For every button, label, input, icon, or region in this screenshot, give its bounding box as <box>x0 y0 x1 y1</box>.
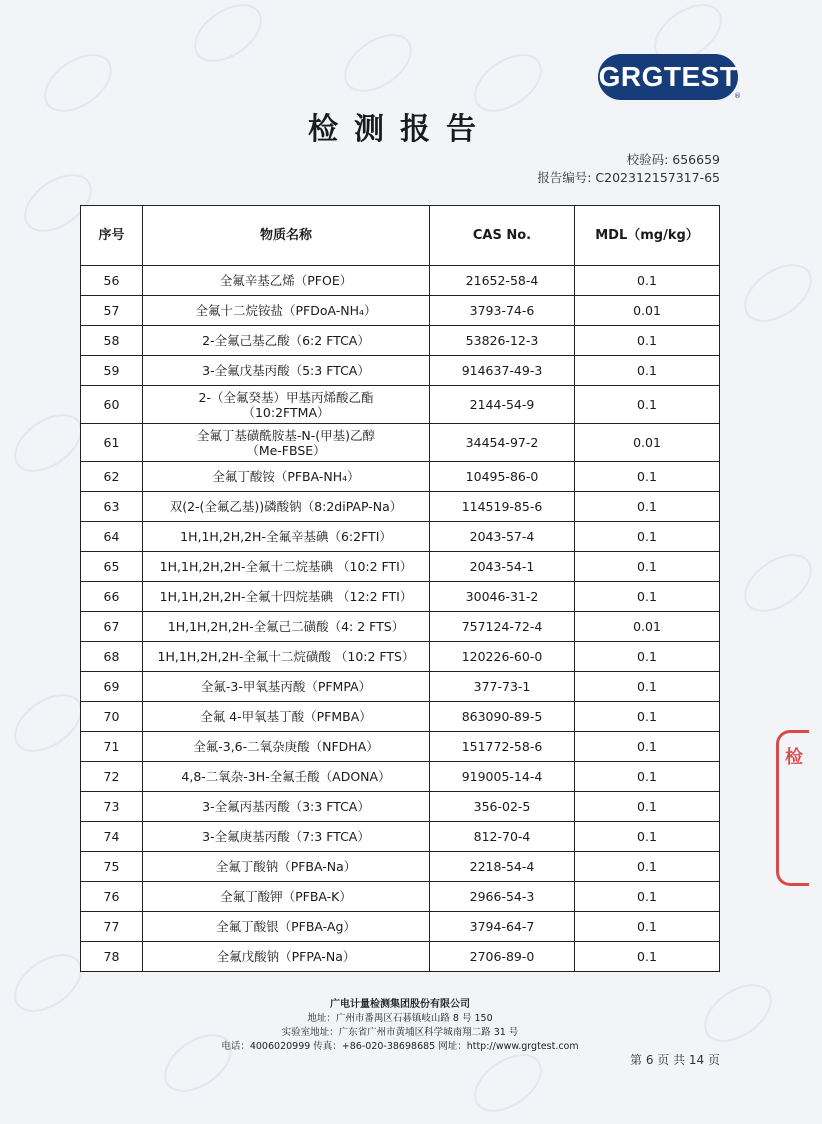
company-name: 广电计量检测集团股份有限公司 <box>330 999 470 1010</box>
cell-no: 71 <box>81 732 143 762</box>
report-number: 报告编号: C202312157317-65 <box>537 170 720 185</box>
cell-cas: 2043-54-1 <box>430 552 575 582</box>
cell-cas: 356-02-5 <box>430 792 575 822</box>
table-row <box>81 762 720 792</box>
table-row <box>81 942 720 972</box>
cell-name: 4,8-二氧杂-3H-全氟壬酸（ADONA） <box>143 762 430 792</box>
results-table <box>80 205 720 972</box>
table-row <box>81 582 720 612</box>
page-title: 检测报告 <box>308 112 492 147</box>
cell-name <box>143 386 430 424</box>
cell-no: 58 <box>81 326 143 356</box>
cell-mdl: 0.01 <box>575 296 720 326</box>
cell-mdl: 0.1 <box>575 732 720 762</box>
cell-no: 66 <box>81 582 143 612</box>
cell-no: 74 <box>81 822 143 852</box>
cell-cas: 863090-89-5 <box>430 702 575 732</box>
cell-cas: 2218-54-4 <box>430 852 575 882</box>
table-row <box>81 612 720 642</box>
table-row <box>81 296 720 326</box>
table-row <box>81 822 720 852</box>
col-header-mdl: MDL（mg/kg） <box>575 206 720 266</box>
red-seal-stamp: 检 <box>776 730 809 886</box>
cell-no: 69 <box>81 672 143 702</box>
cell-cas: 2966-54-3 <box>430 882 575 912</box>
table-row <box>81 912 720 942</box>
cell-name: 全氟戊酸钠（PFPA-Na） <box>143 942 430 972</box>
cell-cas: 3793-74-6 <box>430 296 575 326</box>
cell-name: 双(2-(全氟乙基))磷酸钠（8:2diPAP-Na） <box>143 492 430 522</box>
cell-no: 72 <box>81 762 143 792</box>
col-header-no: 序号 <box>81 206 143 266</box>
watermark <box>334 22 423 103</box>
table-row <box>81 326 720 356</box>
cell-mdl: 0.1 <box>575 386 720 424</box>
cell-mdl: 0.1 <box>575 522 720 552</box>
cell-no: 78 <box>81 942 143 972</box>
company-logo: GRGTEST <box>598 54 738 100</box>
cell-mdl: 0.01 <box>575 612 720 642</box>
cell-cas: 34454-97-2 <box>430 424 575 462</box>
cell-no: 63 <box>81 492 143 522</box>
cell-cas: 21652-58-4 <box>430 266 575 296</box>
cell-name-line1: 全氟丁基磺酰胺基-N-(甲基)乙醇 <box>196 427 376 443</box>
cell-no: 64 <box>81 522 143 552</box>
cell-mdl: 0.1 <box>575 642 720 672</box>
cell-name: 1H,1H,2H,2H-全氟十四烷基碘 （12:2 FTI） <box>143 582 430 612</box>
cell-no: 77 <box>81 912 143 942</box>
table-row <box>81 672 720 702</box>
company-address: 地址：广州市番禺区石碁镇岐山路 8 号 150 <box>307 1013 493 1024</box>
cell-no: 67 <box>81 612 143 642</box>
cell-mdl: 0.1 <box>575 942 720 972</box>
cell-cas: 2043-57-4 <box>430 522 575 552</box>
cell-no: 76 <box>81 882 143 912</box>
cell-cas: 114519-85-6 <box>430 492 575 522</box>
cell-mdl: 0.1 <box>575 266 720 296</box>
cell-cas: 30046-31-2 <box>430 582 575 612</box>
cell-cas: 919005-14-4 <box>430 762 575 792</box>
registered-mark: ® <box>734 92 741 100</box>
cell-name: 3-全氟戊基丙酸（5:3 FTCA） <box>143 356 430 386</box>
cell-cas: 151772-58-6 <box>430 732 575 762</box>
cell-cas: 2144-54-9 <box>430 386 575 424</box>
table-row <box>81 882 720 912</box>
cell-mdl: 0.1 <box>575 356 720 386</box>
table-row <box>81 852 720 882</box>
cell-no: 61 <box>81 424 143 462</box>
cell-name-line2: （Me-FBSE） <box>246 442 326 458</box>
table-row <box>81 792 720 822</box>
table-row <box>81 552 720 582</box>
lab-address: 实验室地址：广东省广州市黄埔区科学城南翔二路 31 号 <box>281 1027 519 1038</box>
table-row <box>81 522 720 552</box>
check-code: 校验码: 656659 <box>626 152 720 167</box>
table-row <box>81 462 720 492</box>
watermark <box>734 252 822 333</box>
cell-mdl: 0.1 <box>575 582 720 612</box>
cell-name: 全氟丁酸铵（PFBA-NH₄） <box>143 462 430 492</box>
cell-name: 3-全氟庚基丙酸（7:3 FTCA） <box>143 822 430 852</box>
cell-name: 2-全氟己基乙酸（6:2 FTCA） <box>143 326 430 356</box>
cell-cas: 2706-89-0 <box>430 942 575 972</box>
cell-mdl: 0.1 <box>575 912 720 942</box>
page-number: 第 6 页 共 14 页 <box>630 1053 720 1067</box>
cell-no: 62 <box>81 462 143 492</box>
cell-name <box>143 424 430 462</box>
cell-name: 全氟 4-甲氧基丁酸（PFMBA） <box>143 702 430 732</box>
cell-mdl: 0.1 <box>575 326 720 356</box>
cell-no: 75 <box>81 852 143 882</box>
cell-mdl: 0.1 <box>575 702 720 732</box>
table-row <box>81 386 720 424</box>
cell-mdl: 0.01 <box>575 424 720 462</box>
cell-name: 1H,1H,2H,2H-全氟十二烷磺酸 （10:2 FTS） <box>143 642 430 672</box>
col-header-name: 物质名称 <box>143 206 430 266</box>
cell-mdl: 0.1 <box>575 492 720 522</box>
cell-name: 3-全氟丙基丙酸（3:3 FTCA） <box>143 792 430 822</box>
cell-name: 全氟丁酸钾（PFBA-K） <box>143 882 430 912</box>
col-header-cas: CAS No. <box>430 206 575 266</box>
watermark <box>734 542 822 623</box>
cell-mdl: 0.1 <box>575 852 720 882</box>
contact-info: 电话：4006020999 传真：+86-020-38698685 网址：http://www.grgtest.com <box>221 1041 579 1052</box>
table-row <box>81 642 720 672</box>
cell-mdl: 0.1 <box>575 672 720 702</box>
table-row <box>81 492 720 522</box>
cell-mdl: 0.1 <box>575 552 720 582</box>
table-row <box>81 732 720 762</box>
table-row <box>81 424 720 462</box>
watermark <box>464 1042 553 1123</box>
cell-cas: 53826-12-3 <box>430 326 575 356</box>
cell-name: 全氟-3-甲氧基丙酸（PFMPA） <box>143 672 430 702</box>
cell-cas: 377-73-1 <box>430 672 575 702</box>
table-row <box>81 702 720 732</box>
cell-name-line2: （10:2FTMA） <box>242 404 330 420</box>
cell-name: 全氟辛基乙烯（PFOE） <box>143 266 430 296</box>
cell-cas: 120226-60-0 <box>430 642 575 672</box>
cell-no: 59 <box>81 356 143 386</box>
cell-no: 68 <box>81 642 143 672</box>
table-row <box>81 356 720 386</box>
cell-name: 1H,1H,2H,2H-全氟十二烷基碘 （10:2 FTI） <box>143 552 430 582</box>
cell-cas: 812-70-4 <box>430 822 575 852</box>
cell-name: 全氟十二烷铵盐（PFDoA-NH₄） <box>143 296 430 326</box>
cell-mdl: 0.1 <box>575 762 720 792</box>
table-row <box>81 266 720 296</box>
cell-no: 65 <box>81 552 143 582</box>
cell-mdl: 0.1 <box>575 792 720 822</box>
cell-name-line1: 2-（全氟癸基）甲基丙烯酸乙酯 <box>198 389 374 405</box>
cell-no: 70 <box>81 702 143 732</box>
cell-name: 全氟-3,6-二氧杂庚酸（NFDHA） <box>143 732 430 762</box>
cell-mdl: 0.1 <box>575 882 720 912</box>
cell-no: 57 <box>81 296 143 326</box>
cell-cas: 914637-49-3 <box>430 356 575 386</box>
cell-name: 全氟丁酸钠（PFBA-Na） <box>143 852 430 882</box>
watermark <box>184 0 273 74</box>
cell-cas: 3794-64-7 <box>430 912 575 942</box>
cell-no: 60 <box>81 386 143 424</box>
cell-name: 全氟丁酸银（PFBA-Ag） <box>143 912 430 942</box>
cell-no: 73 <box>81 792 143 822</box>
cell-name: 1H,1H,2H,2H-全氟己二磺酸（4: 2 FTS） <box>143 612 430 642</box>
cell-cas: 757124-72-4 <box>430 612 575 642</box>
cell-mdl: 0.1 <box>575 462 720 492</box>
cell-cas: 10495-86-0 <box>430 462 575 492</box>
cell-mdl: 0.1 <box>575 822 720 852</box>
cell-no: 56 <box>81 266 143 296</box>
cell-name: 1H,1H,2H,2H-全氟辛基碘（6:2FTI） <box>143 522 430 552</box>
